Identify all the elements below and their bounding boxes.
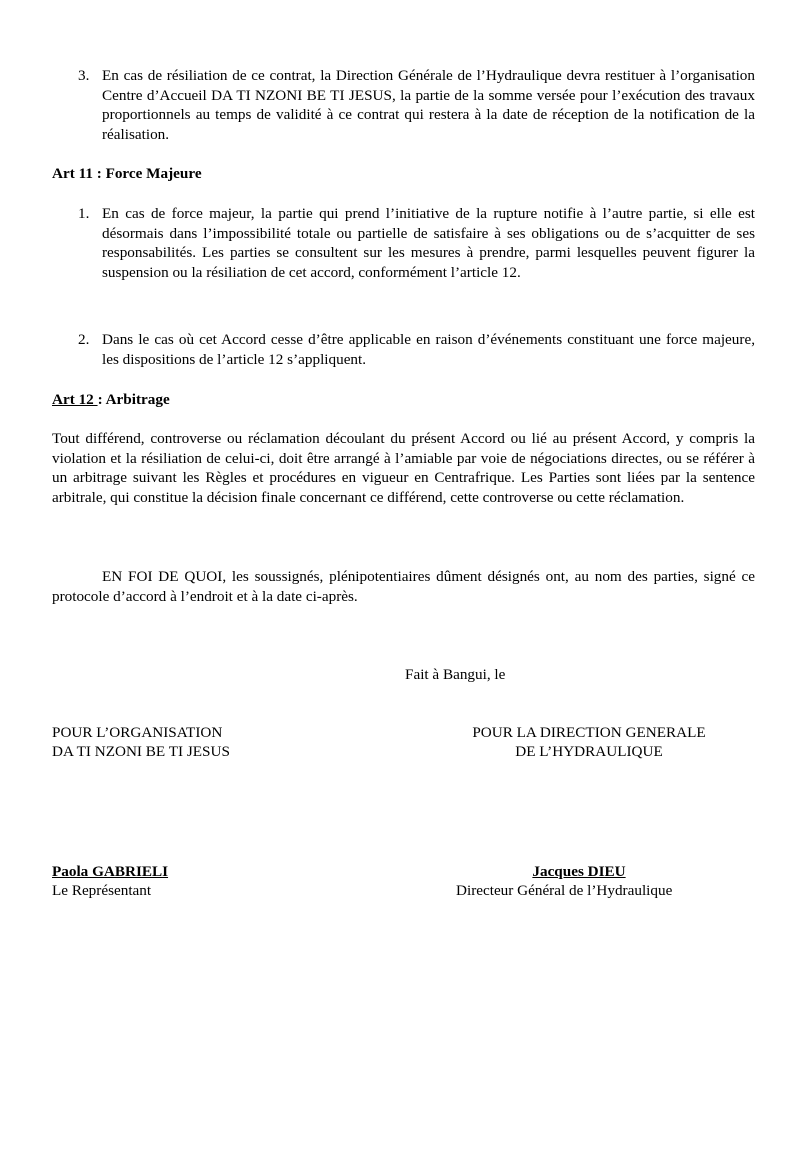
clause-3-number: 3. xyxy=(78,67,90,84)
art11-item-2-text: Dans le cas où cet Accord cesse d’être applicable en raison d’événements constituant une force majeure, les dispositions de l’article 12 s’appliquent. xyxy=(102,331,755,368)
right-org-line2: DE L’HYDRAULIQUE xyxy=(515,743,663,760)
right-signatory-name: Jacques DIEU xyxy=(532,863,626,880)
left-signatory-title: Le Représentant xyxy=(52,882,152,899)
art11-heading: Art 11 : Force Majeure xyxy=(52,165,202,182)
clause-3-text: En cas de résiliation de ce contrat, la Direction Générale de l’Hydraulique devra restituer à l’organisation Centre d’Accueil DA TI NZONI BE TI JESUS, la partie de la somme versée pour l’exécution des travaux proportionnels au temps de validité à ce contrat qui restera à la date de réception de la notification de la réalisation. xyxy=(102,67,755,143)
right-signatory-name-wrap xyxy=(455,862,703,882)
art11-item-1-number: 1. xyxy=(78,205,90,222)
left-signatory-name: Paola GABRIELI xyxy=(52,863,169,880)
right-org-line1: POUR LA DIRECTION GENERALE xyxy=(472,724,706,741)
right-signatory-title: Directeur Général de l’Hydraulique xyxy=(456,882,673,899)
art12-heading-title: : Arbitrage xyxy=(97,391,170,408)
art12-heading-label: Art 12 xyxy=(52,391,98,408)
art11-item-1-text: En cas de force majeur, la partie qui prend l’initiative de la rupture notifie à l’autre partie, si elle est désormais dans l’impossibilité totale ou partielle de satisfaire à ses obligations ou de s’acquitter de ses responsabilités. Les parties se consultent sur les mesures à prendre, parmi lesquelles peuvent figurer la suspension ou la résiliation de cet accord, conformément l’article 12. xyxy=(102,205,755,281)
left-org-line2: DA TI NZONI BE TI JESUS xyxy=(52,743,230,760)
art11-item-2-number: 2. xyxy=(78,331,90,348)
art12-heading xyxy=(52,390,170,410)
art12-text: Tout différend, controverse ou réclamation découlant du présent Accord ou lié au présent Accord, y compris la violation et la résiliation de celui-ci, doit être arrangé à l’amiable par voie de négociations directes, ou se référer à un arbitrage suivant les Règles et procédures en vigueur en Centrafrique. Les Parties sont liées par la sentence arbitrale, qui constitue la décision finale concernant ce différend, cette controverse ou cette réclamation. xyxy=(52,430,755,506)
closing-text: EN FOI DE QUOI, les soussignés, plénipotentiaires dûment désignés ont, au nom des parties, signé ce protocole d’accord à l’endroit et à la date ci-après. xyxy=(52,568,755,605)
place-date: Fait à Bangui, le xyxy=(405,666,506,683)
left-org-line1: POUR L’ORGANISATION xyxy=(52,724,223,741)
